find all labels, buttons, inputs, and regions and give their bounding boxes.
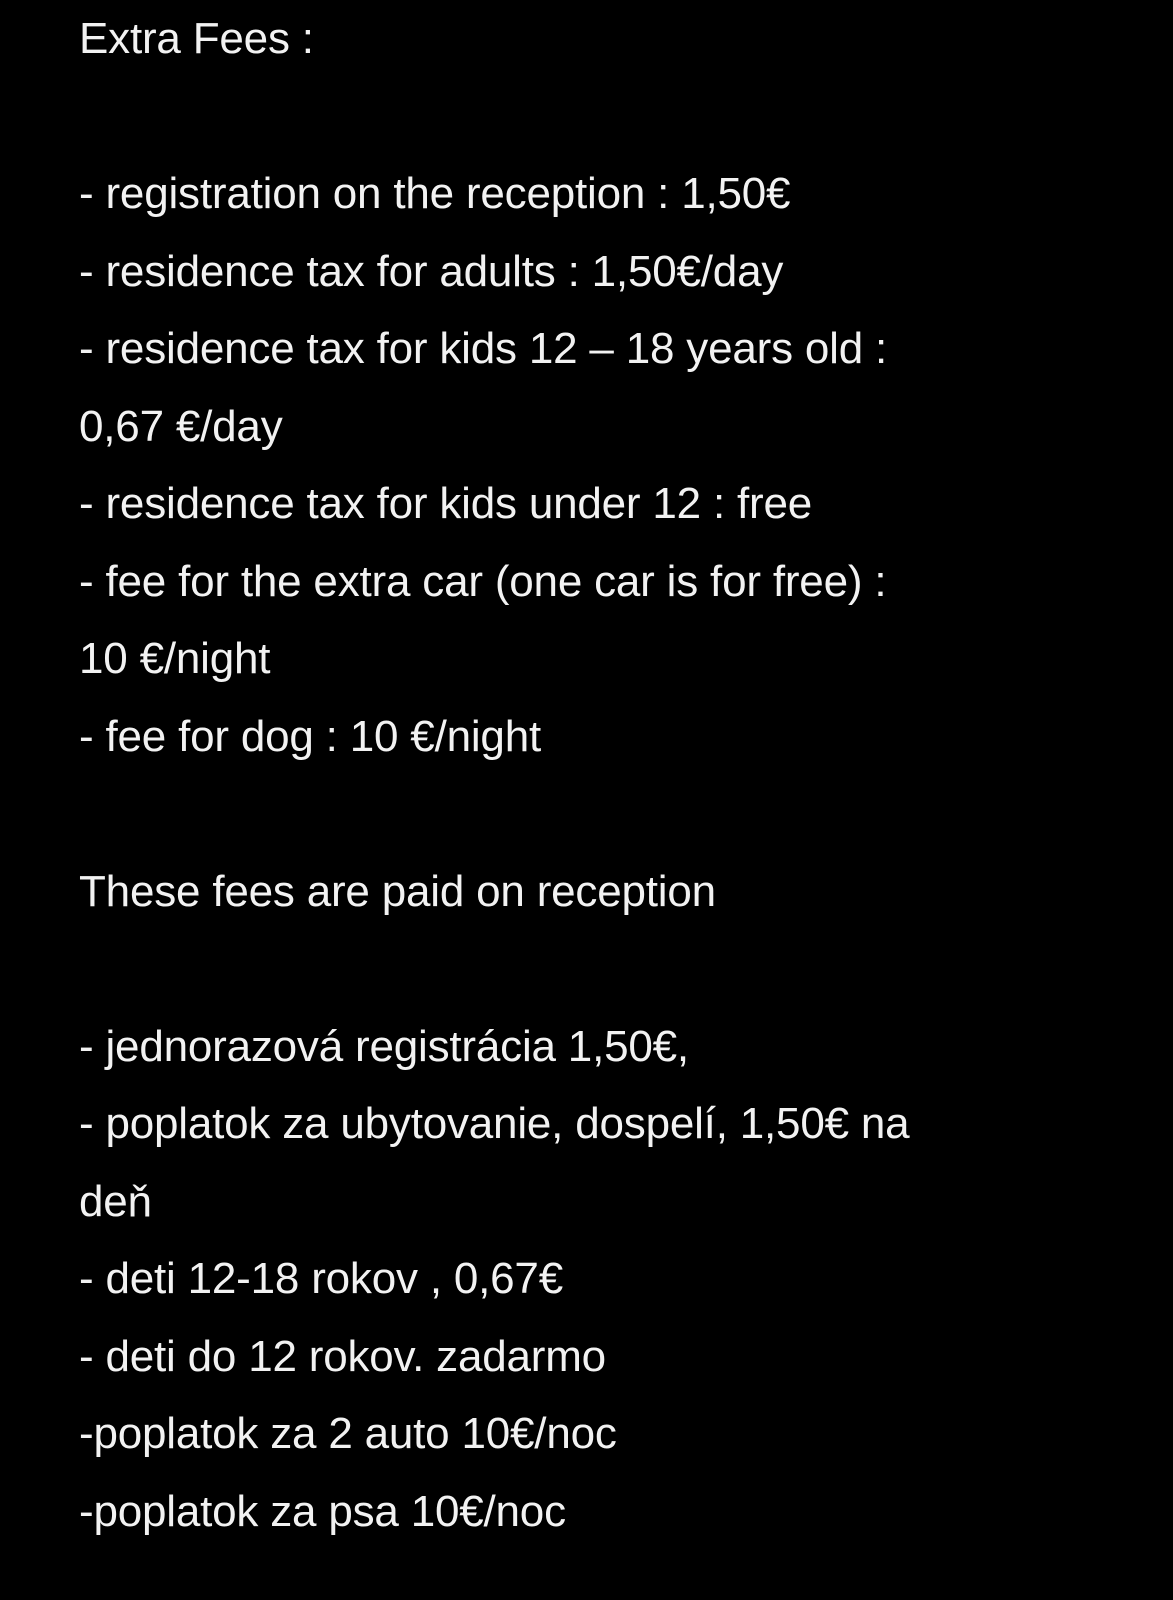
english-fee-line: - residence tax for kids 12 – 18 years old : — [79, 324, 888, 373]
english-fee-line: - residence tax for adults : 1,50€/day — [79, 246, 784, 296]
blank-line — [79, 930, 1139, 1008]
payment-note: These fees are paid on reception — [79, 866, 716, 916]
slovak-fee-line: - deti 12-18 rokov , 0,67€ — [79, 1254, 563, 1303]
blank-line — [79, 775, 1139, 853]
slovak-fee-line: -poplatok za 2 auto 10€/noc — [79, 1409, 617, 1458]
slovak-fee-line: - deti do 12 rokov. zadarmo — [79, 1331, 606, 1381]
english-fee-line: - fee for the extra car (one car is for free) : — [79, 556, 887, 606]
english-fee-line: - fee for dog : 10 €/night — [79, 711, 541, 761]
note-body[interactable] — [79, 0, 1139, 1550]
slovak-fee-line: deň — [79, 1176, 152, 1226]
english-fee-line: - registration on the reception : 1,50€ — [79, 169, 791, 218]
slovak-fee-line: -poplatok za psa 10€/noc — [79, 1486, 566, 1536]
slovak-fee-line: - jednorazová registrácia 1,50€, — [79, 1021, 689, 1071]
note-title: Extra Fees : — [79, 14, 314, 63]
english-fee-line: 10 €/night — [79, 634, 271, 683]
blank-line — [79, 78, 1139, 156]
english-fee-line: 0,67 €/day — [79, 401, 283, 451]
slovak-fee-line: - poplatok za ubytovanie, dospelí, 1,50€ na — [79, 1099, 910, 1148]
english-fee-line: - residence tax for kids under 12 : free — [79, 479, 813, 528]
